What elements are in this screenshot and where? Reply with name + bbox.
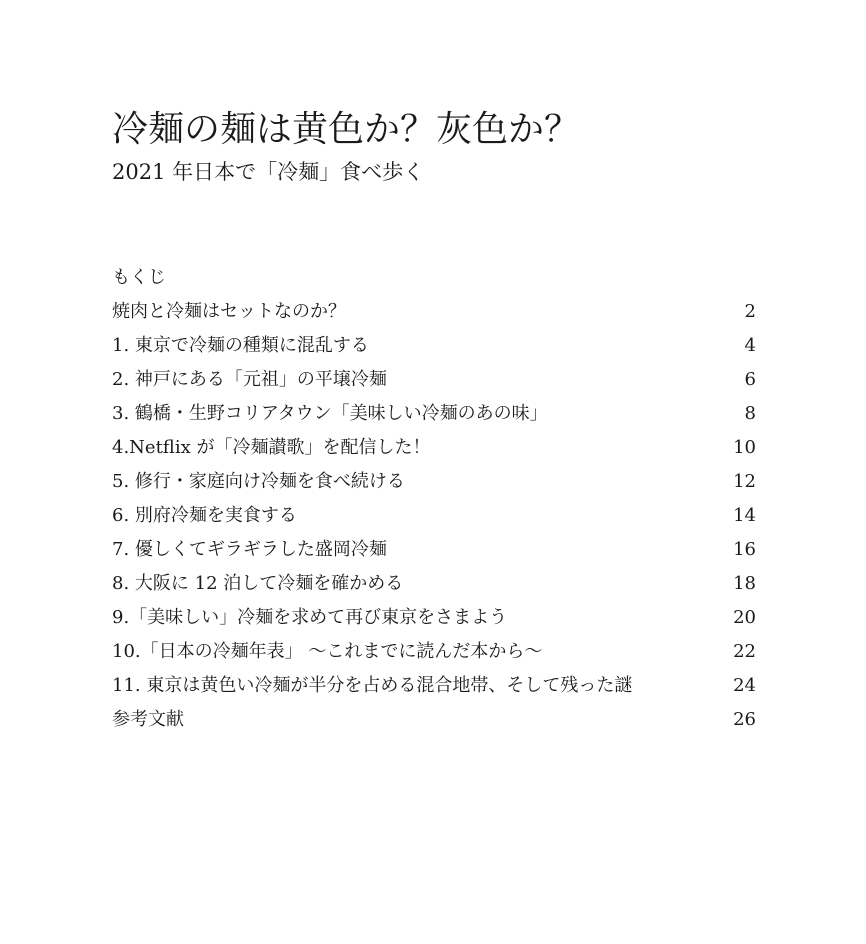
toc-entry[interactable] [112,468,756,502]
toc-entry-page: 24 [733,675,756,696]
toc-entry[interactable] [112,434,756,468]
toc-entry-page: 18 [733,573,756,594]
toc-entry-label: 8. 大阪に 12 泊して冷麺を確かめる [112,573,404,594]
toc-entry-label: 7. 優しくてギラギラした盛岡冷麺 [112,539,387,560]
toc-entry-page: 26 [733,709,756,730]
document-subtitle: 2021 年日本で「冷麺」食べ歩く [112,160,425,184]
toc-entry-page: 2 [744,301,756,322]
toc-entry[interactable] [112,332,756,366]
toc-entry-label: 5. 修行・家庭向け冷麺を食べ続ける [112,471,405,492]
toc-entry[interactable] [112,604,756,638]
toc-entry-label: 3. 鶴橋・生野コリアタウン「美味しい冷麺のあの味」 [112,403,548,424]
toc-entry-page: 14 [733,505,756,526]
toc-entry[interactable] [112,366,756,400]
table-of-contents [112,298,756,740]
toc-entry-label: 1. 東京で冷麺の種類に混乱する [112,335,369,356]
toc-entry[interactable] [112,638,756,672]
toc-entry-page: 4 [744,335,756,356]
toc-entry[interactable] [112,570,756,604]
toc-entry[interactable] [112,400,756,434]
toc-entry-label: 6. 別府冷麺を実食する [112,505,297,526]
toc-entry-page: 20 [733,607,756,628]
toc-heading: もくじ [112,267,166,288]
toc-entry[interactable] [112,706,756,740]
toc-entry-label: 4.Netflix が「冷麺讃歌」を配信した！ [112,437,431,458]
toc-entry-label: 焼肉と冷麺はセットなのか？ [112,301,346,322]
toc-entry-page: 8 [744,403,756,424]
toc-entry[interactable] [112,672,756,706]
toc-entry-label: 参考文献 [112,709,184,730]
toc-entry[interactable] [112,536,756,570]
toc-entry[interactable] [112,298,756,332]
toc-entry-page: 12 [733,471,756,492]
toc-entry-label: 11. 東京は黄色い冷麺が半分を占める混合地帯、そして残った謎 [112,675,633,696]
toc-entry-page: 6 [744,369,756,390]
toc-entry-page: 10 [733,437,756,458]
toc-entry-label: 10.「日本の冷麺年表」 ～これまでに読んだ本から～ [112,641,543,662]
document-title: 冷麺の麺は黄色か？灰色か？ [112,109,581,150]
toc-entry-page: 16 [733,539,756,560]
toc-entry-label: 9.「美味しい」冷麺を求めて再び東京をさまよう [112,607,508,628]
toc-entry-page: 22 [733,641,756,662]
toc-entry[interactable] [112,502,756,536]
toc-entry-label: 2. 神戸にある「元祖」の平壌冷麺 [112,369,387,390]
